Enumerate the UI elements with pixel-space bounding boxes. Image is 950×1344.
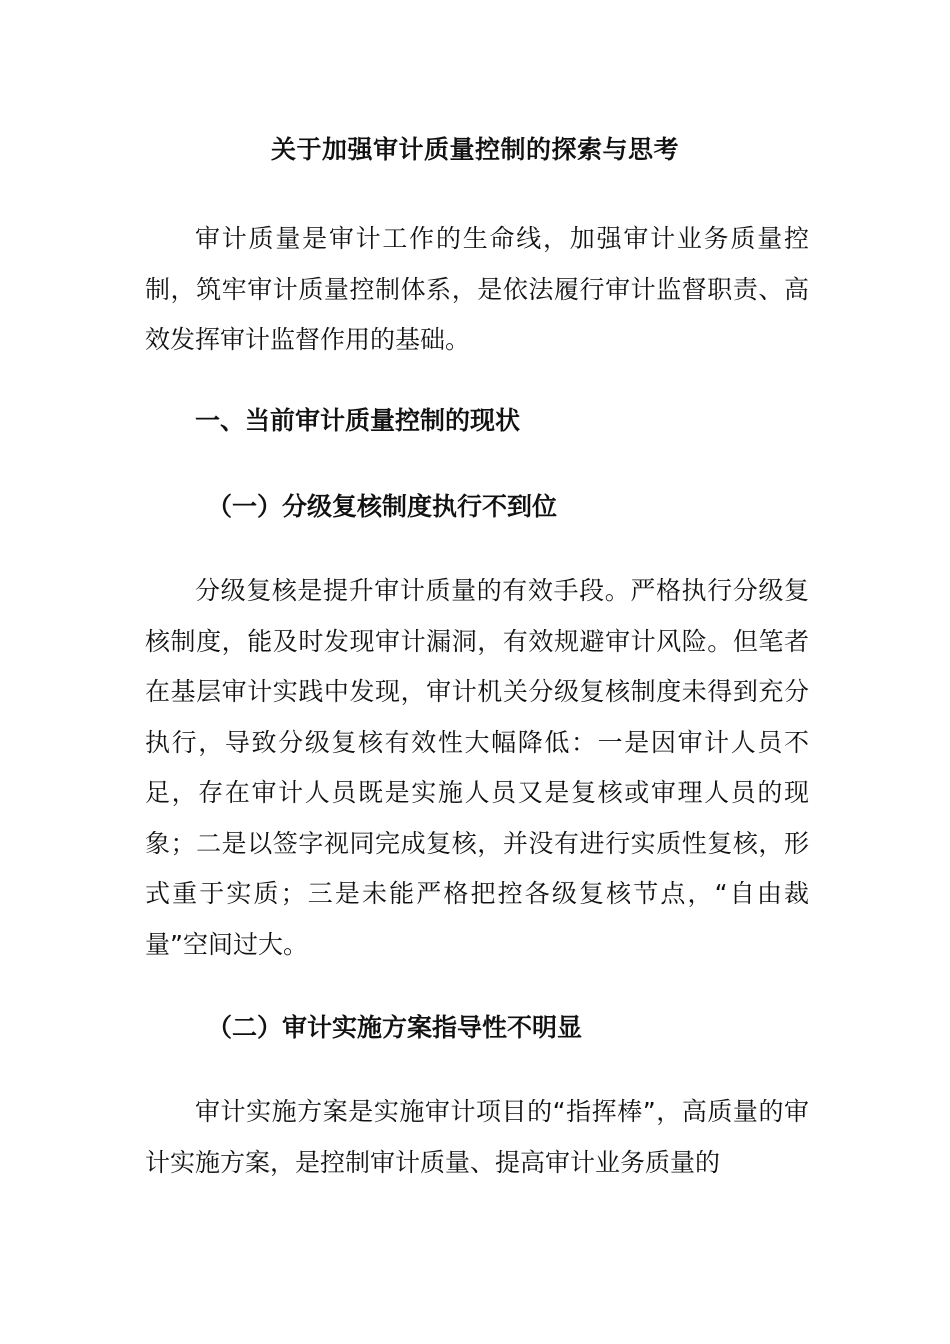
subsection-heading-2: （二）审计实施方案指导性不明显 <box>207 1013 583 1042</box>
subsection-2-paragraph: 审计实施方案是实施审计项目的“指挥棒”，高质量的审计实施方案，是控制审计质量、提高审计业务质量的 <box>145 1097 809 1177</box>
intro-paragraph: 审计质量是审计工作的生命线，加强审计业务质量控制，筑牢审计质量控制体系，是依法履行审计监督职责、高效发挥审计监督作用的基础。 <box>145 224 809 354</box>
section-heading-1: 一、当前审计质量控制的现状 <box>195 406 521 435</box>
subsection-heading-1: （一）分级复核制度执行不到位 <box>207 492 558 521</box>
document-title: 关于加强审计质量控制的探索与思考 <box>270 135 679 164</box>
subsection-1-paragraph: 分级复核是提升审计质量的有效手段。严格执行分级复核制度，能及时发现审计漏洞，有效规避审计风险。但笔者在基层审计实践中发现，审计机关分级复核制度未得到充分执行，导致分级复核有效性大幅降低：一是因审计人员不足，存在审计人员既是实施人员又是复核或审理人员的现象；二是以签字视同完成复核，并没有进行实质性复核，形式重于实质；三是未能严格把控各级复核节点，“自由裁量”空间过大。 <box>145 576 809 959</box>
